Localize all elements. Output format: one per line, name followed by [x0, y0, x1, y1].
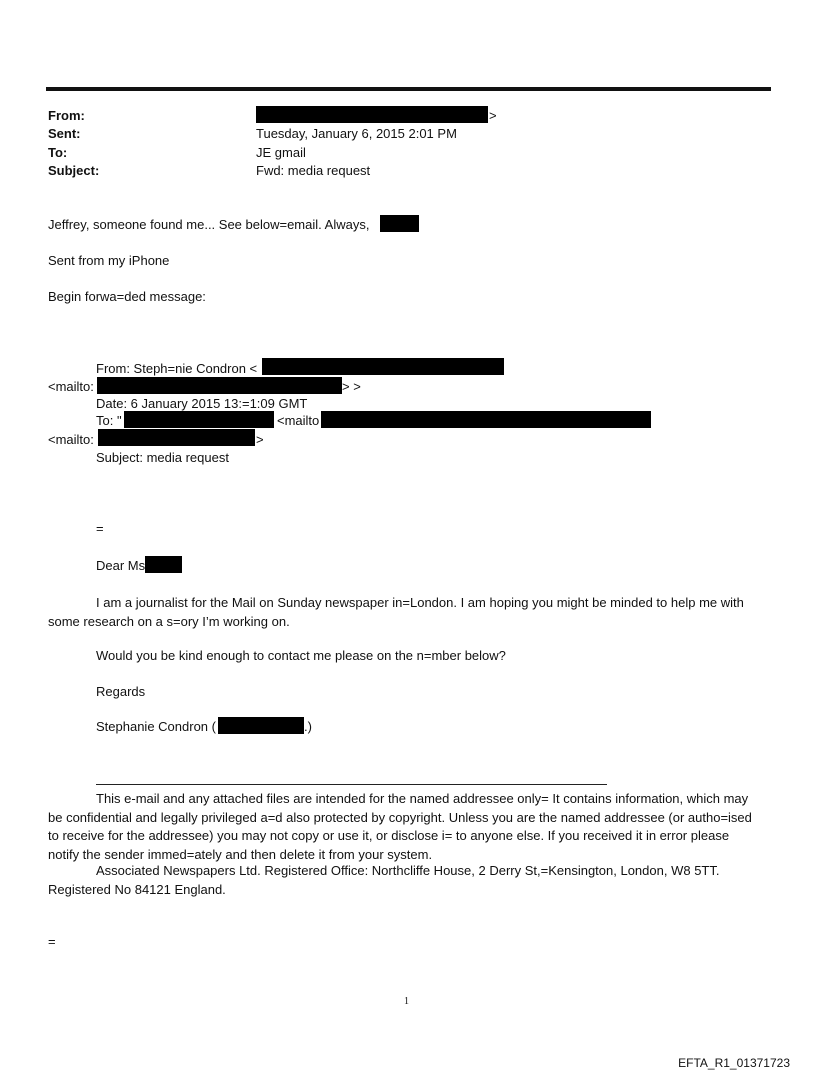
- to-value: JE gmail: [256, 145, 306, 160]
- redaction-phone: [218, 717, 304, 734]
- body-paragraph-1: I am a journalist for the Mail on Sunday newspaper in=London. I am hoping you might be minded to help me with some research on a s=ory I’m working on.: [48, 595, 744, 629]
- to-label: To:: [48, 145, 68, 160]
- redaction-dear-name: [145, 556, 182, 573]
- signature-line: Sent from my iPhone: [48, 253, 170, 268]
- equals-marker-1: =: [96, 521, 104, 536]
- sent-label: Sent:: [48, 126, 81, 141]
- from-label: From:: [48, 108, 85, 123]
- redaction-intro-name: [380, 215, 419, 232]
- redaction-from: [256, 106, 488, 123]
- fwd-to-line: To: ": [96, 413, 122, 428]
- fwd-mailto-1: <mailto:: [48, 379, 94, 394]
- redaction-fwd-from: [262, 358, 504, 375]
- fwd-mailto-2: <mailto:: [48, 432, 94, 447]
- subject-value: Fwd: media request: [256, 163, 371, 178]
- sign-name: Stephanie Condron (: [96, 719, 216, 734]
- redaction-mailto-2: [98, 429, 255, 446]
- regards-line: Regards: [96, 684, 146, 699]
- fwd-from-line: From: Steph=nie Condron <: [96, 361, 258, 376]
- fwd-mailto-2-suffix: >: [256, 432, 264, 447]
- sent-value: Tuesday, January 6, 2015 2:01 PM: [256, 126, 457, 141]
- fwd-mailto-1-suffix: > >: [342, 379, 361, 394]
- header-rule: [46, 87, 771, 91]
- redaction-fwd-to-mailto: [321, 411, 651, 428]
- disclaimer-paragraph-2: Associated Newspapers Ltd. Registered Office: Northcliffe House, 2 Derry St,=Kensington, London, W8 5TT. Registered No 84121 England.: [48, 863, 720, 897]
- page-number: 1: [404, 996, 409, 1007]
- disclaimer-paragraph-1: This e-mail and any attached files are intended for the named addressee only= It contains information, which may be confidential and legally privileged a=d also protected by copyright. Unless you are the named addressee (or autho=ised to receive for the addressee) you may not copy or use it, or disclose i= to anyone else. If you received it in error please notify the sender immed=ately and then delete it from your system.: [48, 791, 752, 862]
- fwd-subject-line: Subject: media request: [96, 450, 229, 465]
- dear-line: Dear Ms: [96, 558, 146, 573]
- fwd-date-line: Date: 6 January 2015 13:=1:09 GMT: [96, 396, 308, 411]
- forward-line: Begin forwa=ded message:: [48, 289, 206, 304]
- document-id: EFTA_R1_01371723: [678, 1056, 790, 1070]
- body-paragraph-2: Would you be kind enough to contact me please on the n=mber below?: [96, 648, 506, 663]
- intro-line: Jeffrey, someone found me... See below=email. Always,: [48, 217, 370, 232]
- fwd-to-mailto: <mailto: [277, 413, 320, 428]
- subject-label: Subject:: [48, 163, 100, 178]
- equals-marker-2: =: [48, 934, 56, 949]
- redaction-fwd-to-name: [124, 411, 274, 428]
- redaction-mailto-1: [97, 377, 342, 394]
- disclaimer-divider: [96, 784, 607, 785]
- from-value-suffix: >: [489, 108, 497, 123]
- sign-suffix: .): [304, 719, 312, 734]
